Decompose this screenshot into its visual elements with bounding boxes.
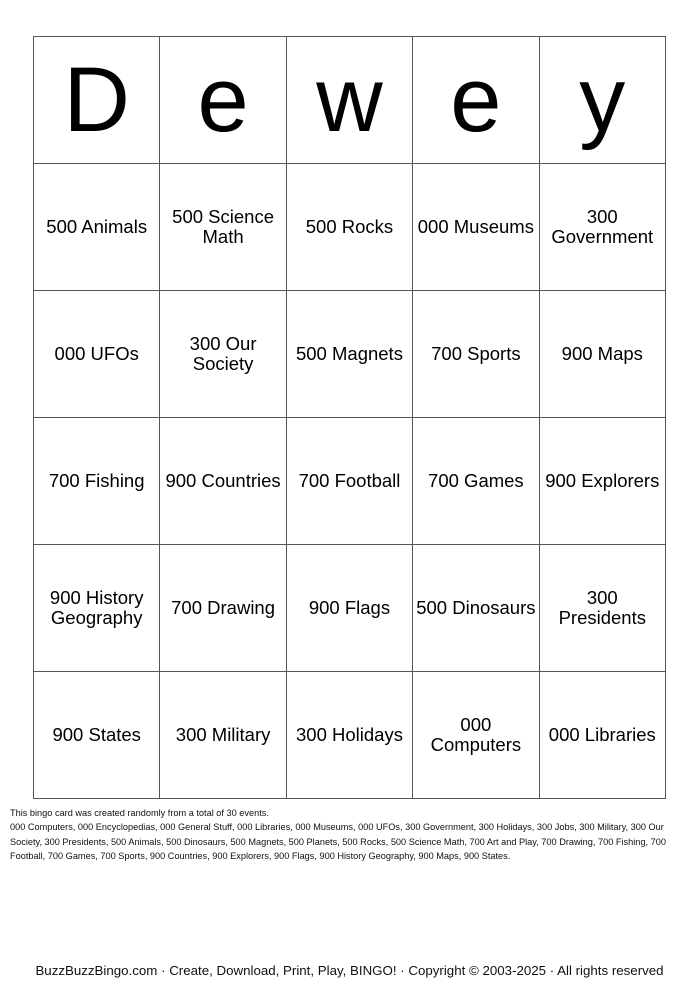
- bingo-cell: 700 Drawing: [160, 545, 286, 672]
- card-info: [10, 806, 690, 863]
- header-row: [34, 37, 666, 164]
- bingo-cell: 500 Dinosaurs: [413, 545, 539, 672]
- info-events-list: 000 Computers, 000 Encyclopedias, 000 General Stuff, 000 Libraries, 000 Museums, 000 UFOs, 300 Government, 300 Holidays, 300 Jobs, 300 Military, 300 Our Society, 300 Presidents, 500 Animals, 500 Dinosaurs, 500 Magnets, 500 Planets, 500 Rocks, 500 Science Math, 700 Art and Play, 700 Drawing, 700 Fishing, 700 Football, 700 Games, 700 Sports, 900 Countries, 900 Explorers, 900 Flags, 900 History Geography, 900 Maps, 900 States.: [10, 822, 666, 861]
- bingo-cell: 900 Flags: [286, 545, 412, 672]
- bingo-cell: 700 Games: [413, 418, 539, 545]
- bingo-cell: 500 Science Math: [160, 164, 286, 291]
- bingo-cell: 900 History Geography: [34, 545, 160, 672]
- bingo-cell: 500 Magnets: [286, 291, 412, 418]
- bingo-cell: 500 Rocks: [286, 164, 412, 291]
- bingo-cell: 300 Military: [160, 672, 286, 799]
- bingo-cell: 700 Sports: [413, 291, 539, 418]
- bingo-cell: 900 Countries: [160, 418, 286, 545]
- header-letter: y: [539, 37, 665, 164]
- card-row: [34, 672, 666, 799]
- bingo-cell: 300 Our Society: [160, 291, 286, 418]
- bingo-cell: 700 Football: [286, 418, 412, 545]
- bingo-cell: 300 Presidents: [539, 545, 665, 672]
- card-row: [34, 291, 666, 418]
- bingo-cell: 900 States: [34, 672, 160, 799]
- footer-copyright: BuzzBuzzBingo.com · Create, Download, Print, Play, BINGO! · Copyright © 2003-2025 · All rights reserved: [35, 963, 664, 978]
- header-letter: e: [160, 37, 286, 164]
- bingo-cell: 000 Libraries: [539, 672, 665, 799]
- info-summary: This bingo card was created randomly from a total of 30 events.: [10, 808, 269, 818]
- bingo-cell: 000 Museums: [413, 164, 539, 291]
- bingo-cell: 900 Maps: [539, 291, 665, 418]
- bingo-cell: 000 Computers: [413, 672, 539, 799]
- bingo-cell: 300 Holidays: [286, 672, 412, 799]
- header-letter: D: [34, 37, 160, 164]
- card-row: [34, 545, 666, 672]
- bingo-card: [33, 36, 666, 799]
- bingo-cell: 300 Government: [539, 164, 665, 291]
- bingo-cell: 900 Explorers: [539, 418, 665, 545]
- card-row: [34, 418, 666, 545]
- bingo-cell: 000 UFOs: [34, 291, 160, 418]
- bingo-cell: 500 Animals: [34, 164, 160, 291]
- card-row: [34, 164, 666, 291]
- header-letter: e: [413, 37, 539, 164]
- header-letter: w: [286, 37, 412, 164]
- bingo-cell: 700 Fishing: [34, 418, 160, 545]
